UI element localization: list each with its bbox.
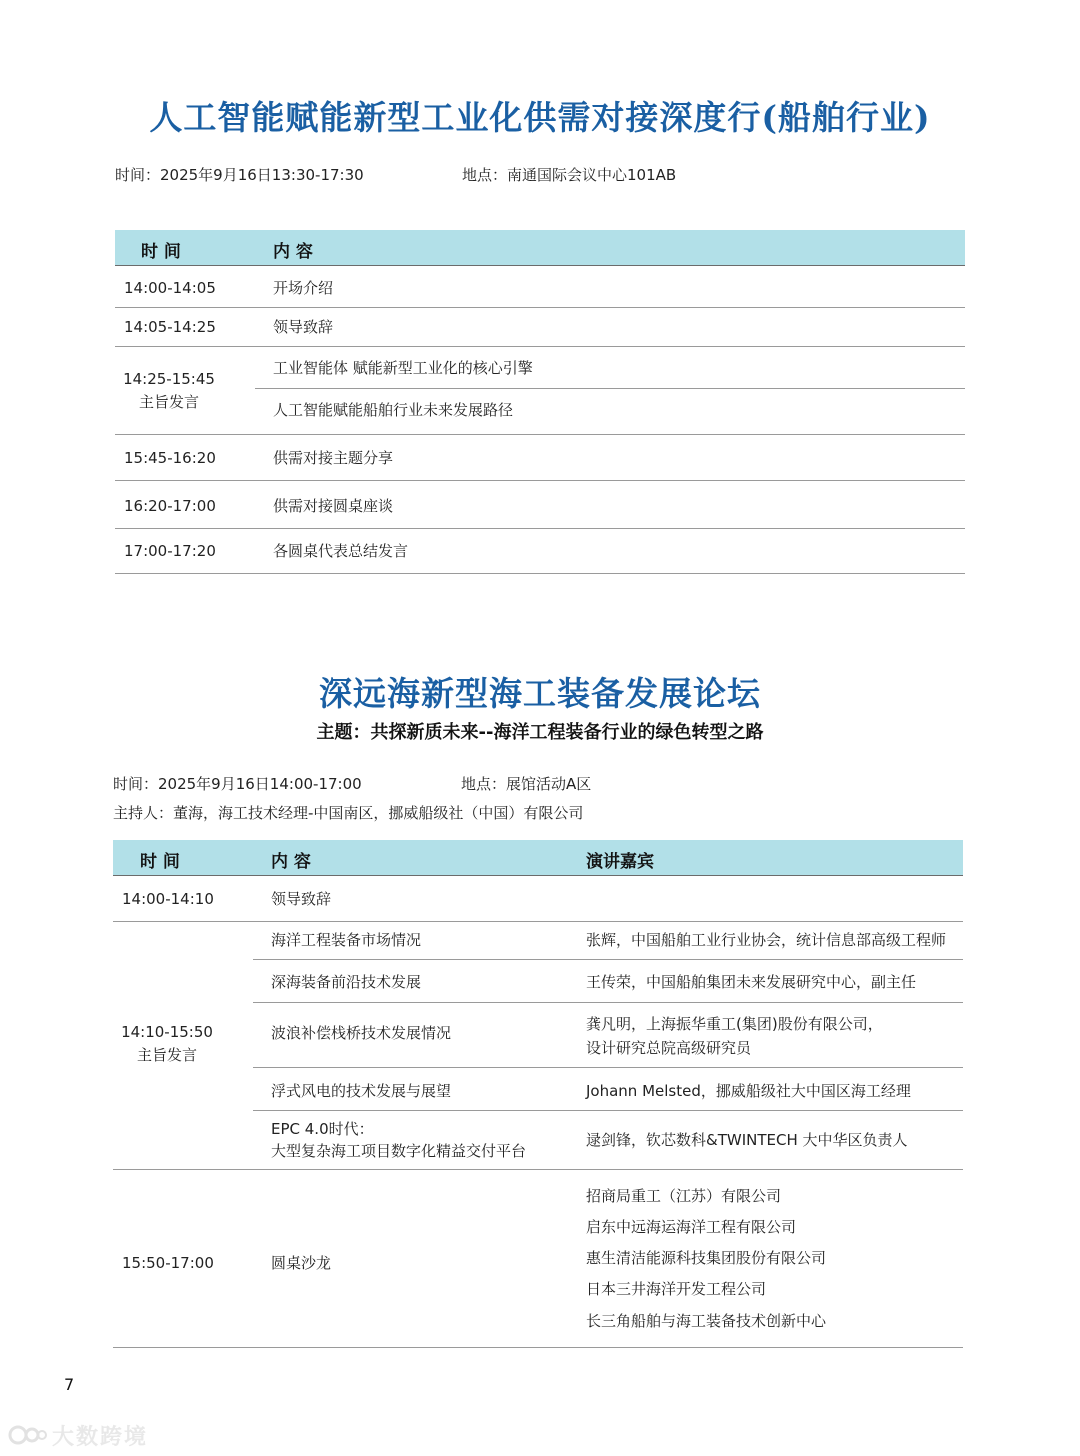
table-row-content: 人工智能赋能船舶行业未来发展路径 [273,401,514,419]
table-row-speaker: 设计研究总院高级研究员 [586,1039,752,1057]
table-row-speaker: 逯剑锋，钦芯数科&TWINTECH 大中华区负责人 [586,1131,908,1149]
header-content: 内 容 [273,242,313,262]
table-row-content: 圆桌沙龙 [271,1254,332,1272]
section2-location: 地点：展馆活动A区 [461,775,592,793]
table-row-content: 海洋工程装备市场情况 [271,931,422,949]
page-number: 7 [64,1375,75,1394]
section1-title: 人工智能赋能新型工业化供需对接深度行(船舶行业) [149,98,931,137]
table-row-content: 大型复杂海工项目数字化精益交付平台 [271,1142,527,1160]
table-row-content: 开场介绍 [273,279,334,297]
salon-speaker: 长三角船舶与海工装备技术创新中心 [586,1312,827,1330]
table-row-content: 领导致辞 [273,318,334,336]
section2-subtitle: 主题：共探新质未来--海洋工程装备行业的绿色转型之路 [316,722,764,743]
salon-speaker: 启东中远海运海洋工程有限公司 [586,1218,797,1236]
table-row-content: 深海装备前沿技术发展 [271,973,422,991]
section1-table-header [115,230,965,265]
section2-time: 时间：2025年9月16日14:00-17:00 [113,775,362,793]
watermark-text: 大数跨境 [52,1425,149,1450]
header-time: 时 间 [141,242,181,262]
salon-speaker: 招商局重工（江苏）有限公司 [586,1187,782,1205]
table-row-content: EPC 4.0时代： [271,1120,374,1138]
table-row-time: 17:00-17:20 [124,542,216,560]
table-row-content: 浮式风电的技术发展与展望 [271,1082,452,1100]
table-row-time: 16:20-17:00 [124,497,216,515]
salon-speaker: 日本三井海洋开发工程公司 [586,1280,767,1298]
table-row-time: 14:00-14:10 [122,890,214,908]
header-content: 内 容 [271,852,311,872]
table-row-content: 领导致辞 [271,890,332,908]
section2-host: 主持人：董海，海工技术经理-中国南区，挪威船级社（中国）有限公司 [113,804,584,822]
table-row-content: 波浪补偿栈桥技术发展情况 [271,1024,452,1042]
section2-table-header [113,840,963,875]
table-row-time: 14:00-14:05 [124,279,216,297]
watermark-logo-icon [8,1422,48,1448]
table-row-subtitle: 主旨发言 [136,1046,197,1064]
table-row-time: 14:05-14:25 [124,318,216,336]
table-row-time: 15:45-16:20 [124,449,216,467]
table-row-content: 各圆桌代表总结发言 [273,542,409,560]
table-row-speaker: 王传荣，中国船舶集团未来发展研究中心，副主任 [586,973,917,991]
table-row-content: 供需对接主题分享 [273,449,394,467]
table-row-speaker: 龚凡明，上海振华重工(集团)股份有限公司， [586,1015,883,1033]
table-row-time: 14:25-15:45 [123,370,215,388]
table-row-time: 15:50-17:00 [122,1254,214,1272]
table-row-subtitle: 主旨发言 [138,393,199,411]
header-time: 时 间 [140,852,180,872]
header-speaker: 演讲嘉宾 [586,852,654,872]
salon-speaker: 惠生清洁能源科技集团股份有限公司 [586,1249,827,1267]
section1-location: 地点：南通国际会议中心101AB [462,166,677,184]
table-row-content: 工业智能体 赋能新型工业化的核心引擎 [273,359,533,377]
table-row-speaker: 张辉，中国船舶工业行业协会，统计信息部高级工程师 [586,931,947,949]
section1-time: 时间：2025年9月16日13:30-17:30 [115,166,364,184]
table-row-speaker: Johann Melsted，挪威船级社大中国区海工经理 [586,1082,911,1100]
table-row-content: 供需对接圆桌座谈 [273,497,394,515]
section2-title: 深远海新型海工装备发展论坛 [319,674,761,713]
table-row-time: 14:10-15:50 [121,1023,213,1041]
